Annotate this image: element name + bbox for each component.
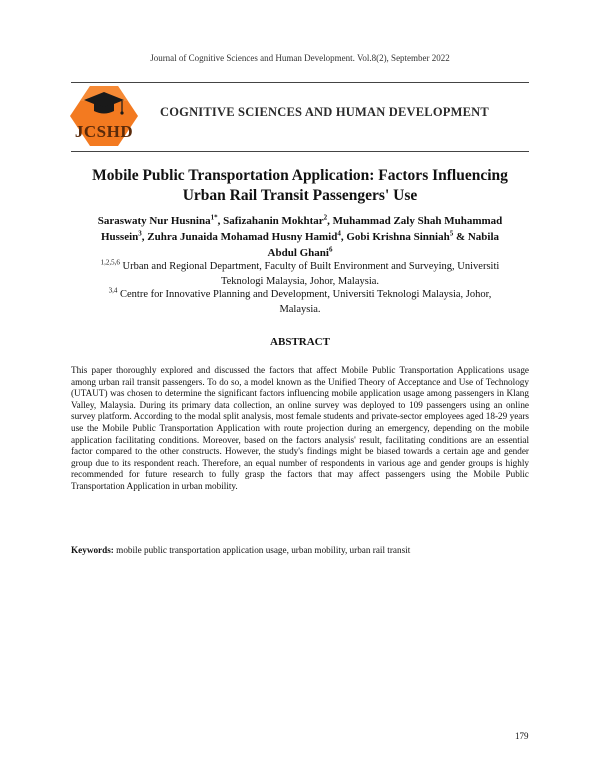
author-sup: 6 xyxy=(328,245,333,254)
header-rule-bottom xyxy=(71,151,529,152)
affiliation-1 xyxy=(70,260,530,289)
abstract-heading: ABSTRACT xyxy=(270,336,330,348)
page-number: 179 xyxy=(515,731,529,741)
affiliation-line: Teknologi Malaysia, Johor, Malaysia. xyxy=(220,275,380,287)
author-name: , Zuhra Junaida Mohamad Husny Hamid xyxy=(141,231,338,243)
author-line-1 xyxy=(70,213,530,229)
header-rule-top xyxy=(71,82,529,83)
keywords xyxy=(71,545,529,555)
author-name: Hussein xyxy=(100,231,139,243)
author-sup: 4 xyxy=(337,229,341,238)
affiliation-text: Centre for Innovative Planning and Development, Universiti Teknologi Malaysia, Johor, xyxy=(117,289,492,300)
title-line-2: Urban Rail Transit Passengers' Use xyxy=(182,187,418,204)
author-name: , Safizahanin Mokhtar xyxy=(217,215,324,227)
author-sup: 3 xyxy=(138,229,142,238)
affiliation-text: Urban and Regional Department, Faculty of Built Environment and Surveying, Universiti xyxy=(119,261,500,272)
author-sup: 2 xyxy=(323,213,328,222)
keywords-label: Keywords: xyxy=(71,545,114,555)
author-name: , Muhammad Zaly Shah Muhammad xyxy=(327,215,503,227)
author-line-2 xyxy=(70,229,530,245)
keywords-text: mobile public transportation application usage, urban mobility, urban rail transit xyxy=(113,545,411,555)
affiliation-line xyxy=(70,288,530,303)
author-name: Saraswaty Nur Husnina xyxy=(97,215,211,227)
affiliation-2 xyxy=(70,288,530,317)
affiliation-sup: 3,4 xyxy=(108,286,118,295)
affiliation-sup: 1,2,5,6 xyxy=(100,258,120,267)
journal-logo xyxy=(68,84,140,148)
logo-text: JCSHD xyxy=(74,122,134,141)
author-line-3 xyxy=(70,245,530,261)
author-name: Abdul Ghani xyxy=(267,247,329,259)
affiliation-line: Malaysia. xyxy=(279,303,321,315)
author-list xyxy=(70,213,530,261)
journal-name: COGNITIVE SCIENCES AND HUMAN DEVELOPMENT xyxy=(160,105,489,119)
abstract-body: This paper thoroughly explored and discussed the factors that affect Mobile Public Transportation Applications usage among urban rail transit passengers. To do so, a model known as the Unified Theory of Acceptance and Use of Technology (UTAUT) was chosen to determine the significant factors influencing mobile application usage among passengers in Klang Valley, Malaysia. During its primary data collection, an online survey was deployed to 109 passengers using an online survey platform. According to the modal split analysis, most female students and private-sector employees aged 18-29 years use the Mobile Public Transportation Application with route projection during an emergency, depending on the mobile application facilitating conditions. Moreover, based on the factors analysis' result, facilitating conditions are an essential factor compared to the other constructs. However, the study's findings might be biased towards a certain age and gender group due to its respondent reach. Therefore, an equal number of respondents in various age and gender groups is highly recommended for future research to fully grasp the factors that may affect passengers using the Mobile Public Transportation Application in urban mobility. xyxy=(71,365,529,491)
author-sup: 5 xyxy=(449,229,454,238)
author-sup: 1* xyxy=(210,213,218,222)
author-name: , Gobi Krishna Sinniah xyxy=(340,231,450,243)
title-line-1: Mobile Public Transportation Application: Factors Influencing xyxy=(92,167,508,184)
author-name: & Nabila xyxy=(453,231,500,243)
paper-title xyxy=(70,166,530,206)
affiliation-line xyxy=(70,260,530,275)
running-header: Journal of Cognitive Sciences and Human Development. Vol.8(2), September 2022 xyxy=(150,53,450,63)
